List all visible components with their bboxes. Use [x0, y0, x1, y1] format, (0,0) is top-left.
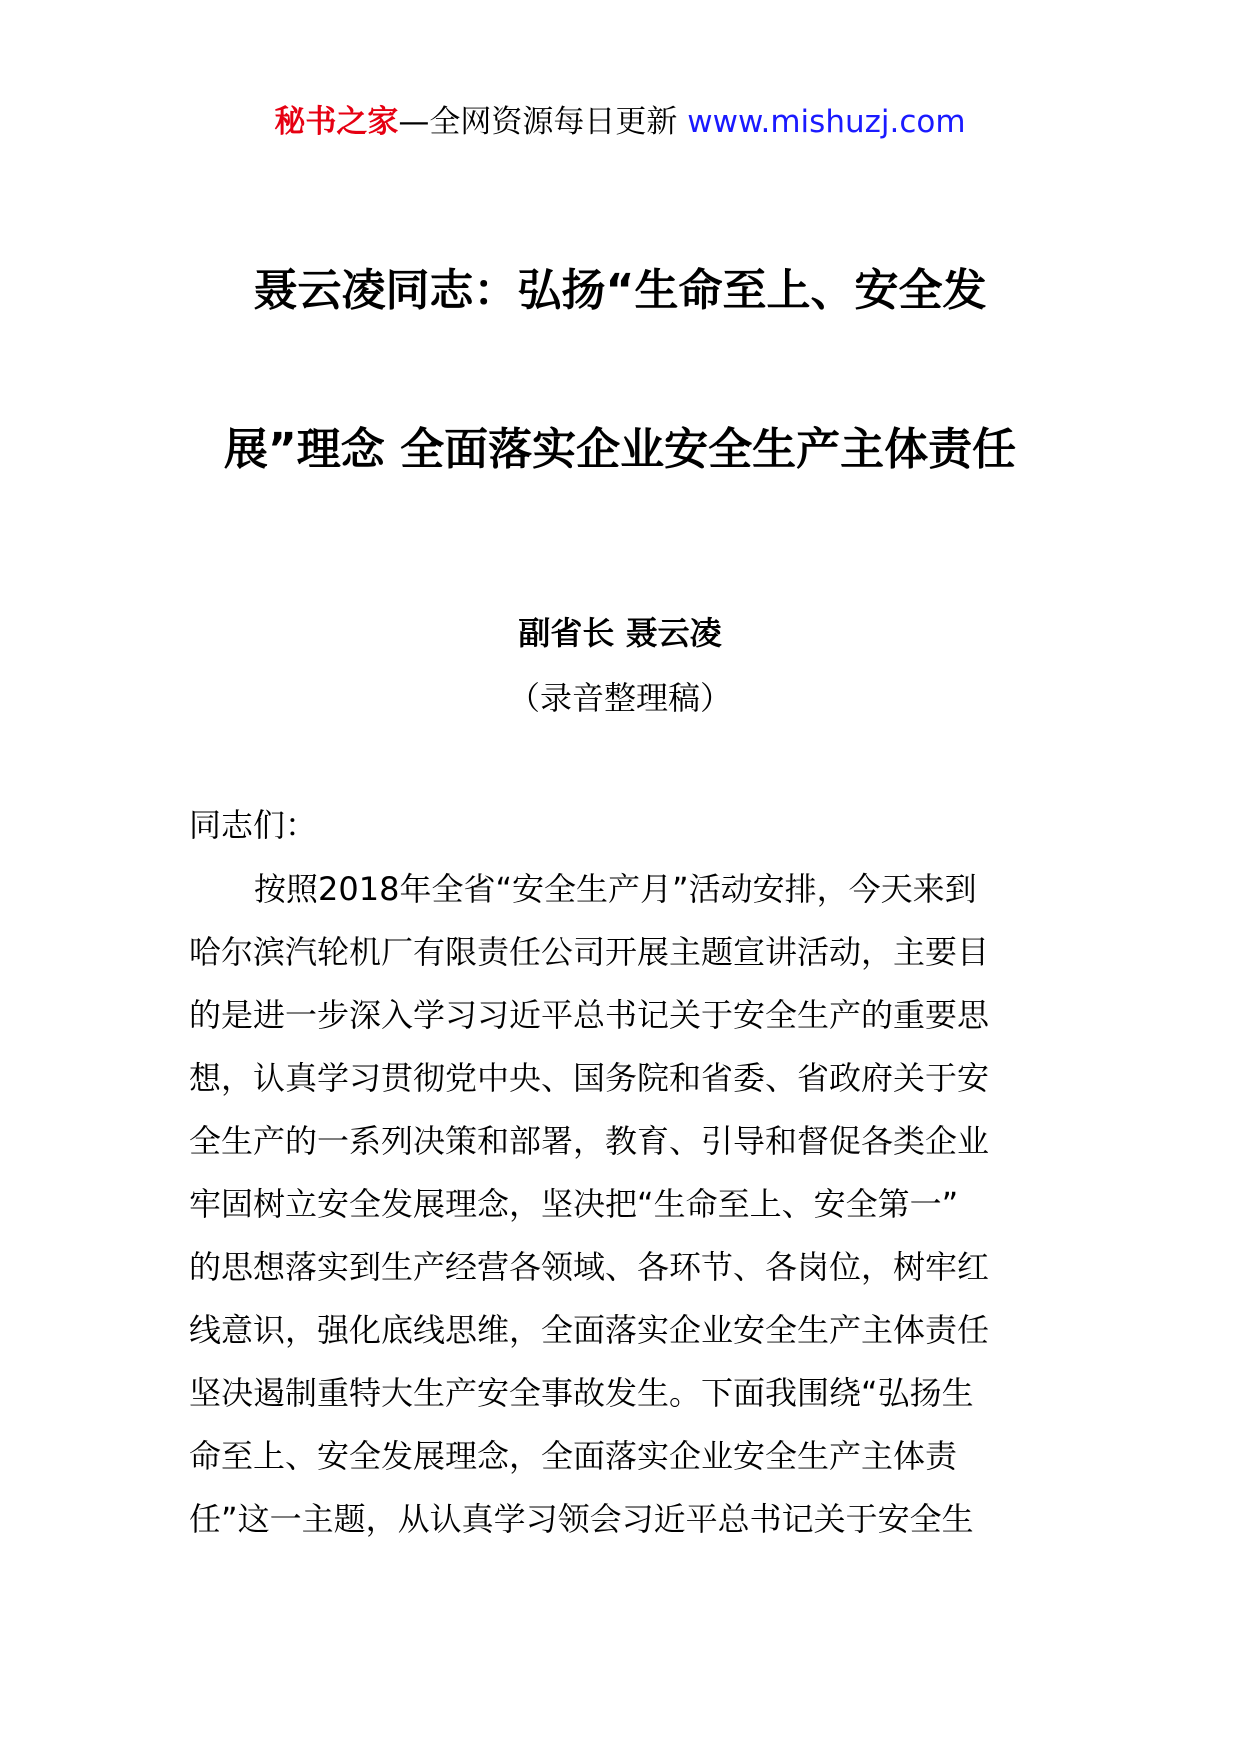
- body-line: 按照2018年全省“安全生产月”活动安排，今天来到: [254, 870, 977, 908]
- body-line: 命至上、安全发展理念，全面落实企业安全生产主体责: [189, 1437, 958, 1475]
- body-line: 线意识，强化底线思维，全面落实企业安全生产主体责任: [189, 1311, 990, 1349]
- salutation: 同志们：: [189, 806, 318, 844]
- body-line: 想，认真学习贯彻党中央、国务院和省委、省政府关于安: [189, 1059, 990, 1097]
- body-line: 的是进一步深入学习习近平总书记关于安全生产的重要思: [189, 996, 990, 1034]
- body-line: 的思想落实到生产经营各领域、各环节、各岗位，树牢红: [189, 1248, 990, 1286]
- site-url-link[interactable]: www.mishuzj.com: [687, 104, 966, 140]
- transcript-note: （录音整理稿）: [507, 679, 732, 717]
- site-brand: 秘书之家: [274, 104, 399, 140]
- author-byline: 副省长 聂云凌: [518, 614, 722, 652]
- body-line: 哈尔滨汽轮机厂有限责任公司开展主题宣讲活动，主要目: [189, 933, 990, 971]
- document-title-line-2: 展”理念 全面落实企业安全生产主体责任: [223, 424, 1017, 475]
- site-tagline: —全网资源每日更新: [398, 104, 678, 140]
- body-line: 牢固树立安全发展理念，坚决把“生命至上、安全第一”: [189, 1185, 959, 1223]
- body-line: 任”这一主题，从认真学习领会习近平总书记关于安全生: [189, 1500, 974, 1538]
- body-line: 全生产的一系列决策和部署，教育、引导和督促各类企业: [189, 1122, 990, 1160]
- document-title-line-1: 聂云凌同志：弘扬“生命至上、安全发: [253, 265, 987, 316]
- site-header: [0, 102, 1240, 142]
- body-line: 坚决遏制重特大生产安全事故发生。下面我围绕“弘扬生: [189, 1374, 974, 1412]
